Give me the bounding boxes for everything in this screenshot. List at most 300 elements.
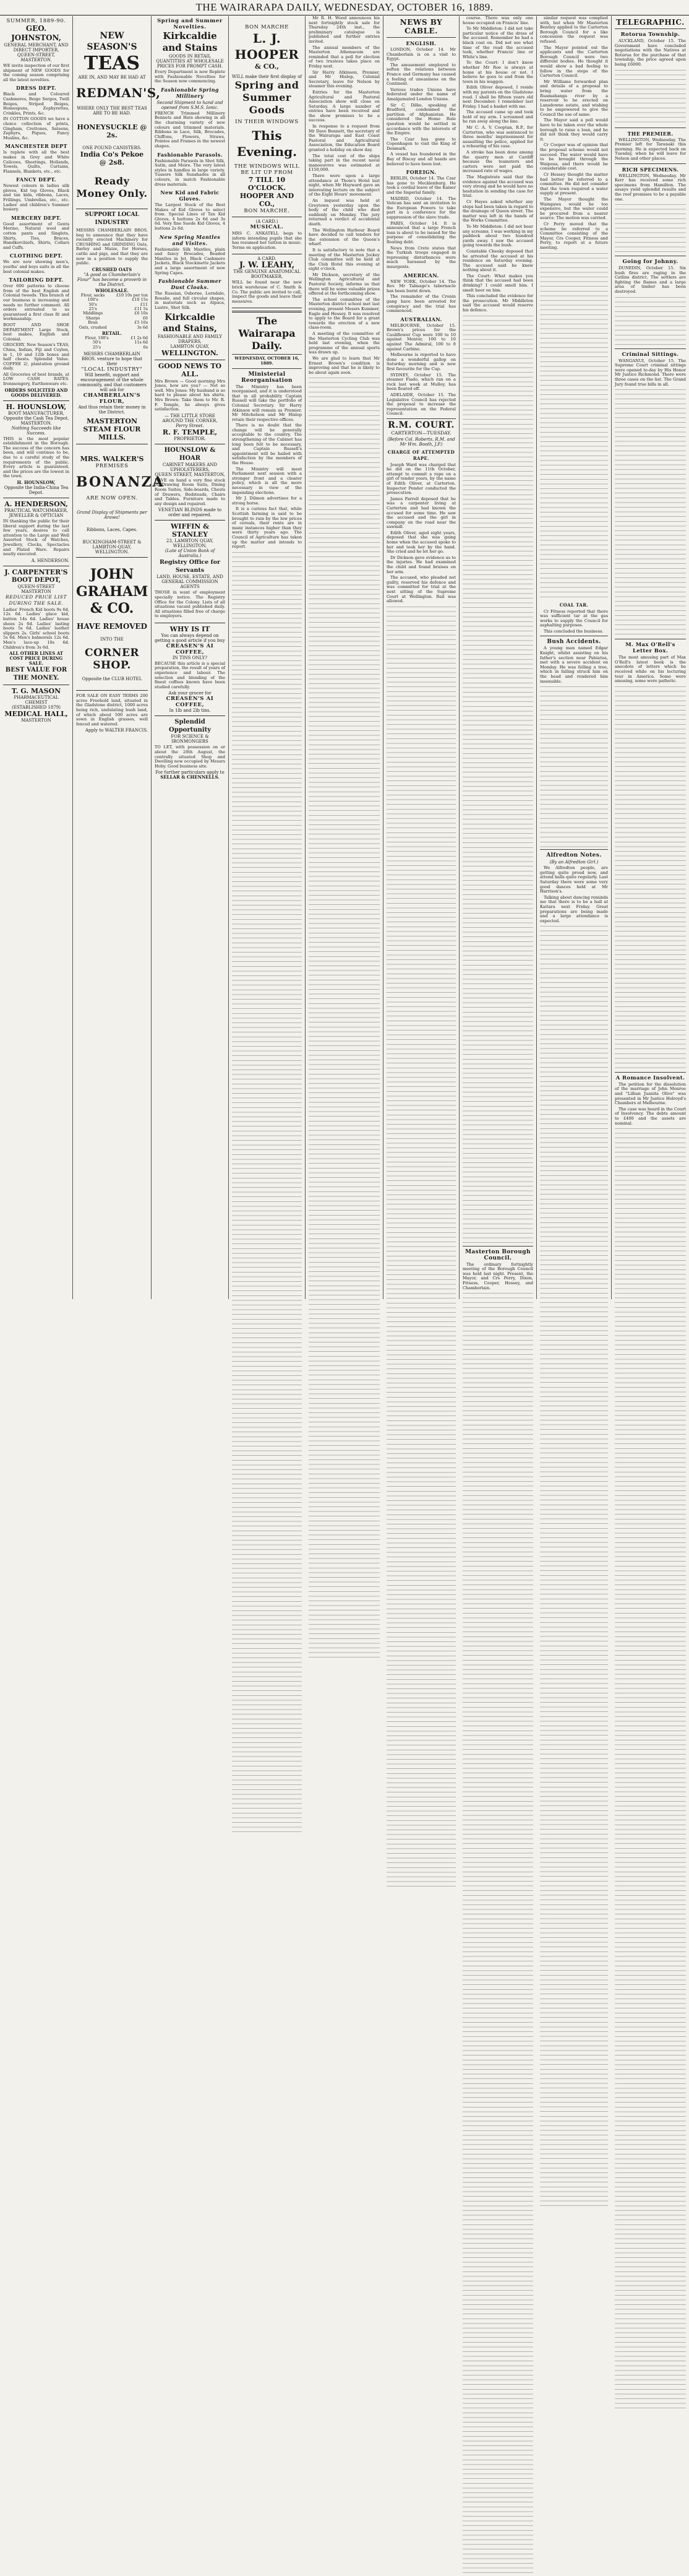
local-note: The total cost of the ships taking part in the recent naval manoeuvres was estimated at £150,000.	[309, 153, 380, 173]
cable-english	[387, 48, 456, 166]
alfredton-text: Talking about dancing reminds me that there is to be a ball at Kaitara next Friday. Great preparations are being made and a large attendance is expected.	[540, 894, 608, 923]
local-note: There were upon a large attendance at Thom's Hotel last night, when Mr Hayward gave an interesting lecture on the subject of the Eight Hours' movement.	[309, 173, 380, 197]
gloves-head: New Kid and Fabric Gloves.	[160, 189, 220, 202]
council-paragraph: The Mayor pointed out the applicants and the Carterton Borough Council were two different bodies. He thought it would show a bad feeling to follow in the steps of the Carterton Council.	[540, 45, 608, 79]
for-sale-apply: Apply to WALTER FRANCIS.	[85, 728, 148, 733]
will-make-label: WILL make their first display of	[232, 74, 302, 79]
good-news-text: Mrs Brown — Good morning Mrs Jones, how are you? — Not so well. Mrs Jones: My husband is so hard to please about his shirts. Mrs Brown: Take them to Mr. R. F. Temple, he always gives satisfaction.	[155, 378, 225, 412]
land-house: LAND, HOUSE, ESTATE, AND	[156, 574, 223, 580]
romance-section	[615, 1083, 686, 1126]
wiffin-ad	[155, 521, 225, 623]
leader-paragraph: It is a curious fact that, while Scottish farming is said to be brought to ruin by the low prices of cereals, their rents are in many instances higher than they were thirty years ago. The Council of Agriculture has taken up the matter and intends to report.	[232, 506, 302, 550]
in-windows-label: IN THEIR WINDOWS	[235, 119, 299, 125]
fancy-dept-head: FANCY DEPT.	[16, 176, 56, 183]
council-report	[463, 1263, 533, 1291]
hounslow-sign-sub: Opposite the India-China Tea Depot.	[4, 485, 69, 495]
mason-est: (ESTABLISHED 1879)	[12, 705, 61, 711]
premises-label: PREMISES	[95, 463, 129, 470]
column-3	[152, 16, 229, 1299]
price-value: 3s 6d	[137, 324, 148, 330]
are-now-open-label: ARE NOW OPEN.	[86, 495, 138, 502]
spring-novelties: Spring and Summer Novelties.	[157, 18, 223, 30]
local-note: Mr Dickson, secretary of the Wellington Agricultural and Pastoral Society, informs us that there will be some valuable prizes offered at the forthcoming show.	[309, 272, 380, 296]
concluded-text: This concluded the business.	[544, 628, 604, 634]
column-1	[0, 16, 73, 1299]
retail-label: RETAIL.	[101, 331, 122, 336]
rotorua-head: Rotorua Township.	[620, 32, 680, 38]
leahy-card: A CARD.	[257, 256, 276, 262]
price-row	[76, 345, 148, 350]
cable-item: PARIS, October 14. It is announced that a large French loan is about to be issued for the purpose of consolidating the floating debt.	[387, 220, 456, 244]
column-6	[383, 16, 460, 1299]
mason-name: T. G. MASON	[11, 687, 61, 696]
grocery-text-2: All Groceries of best brands, at LOW CASH RATES. Ironmongery, Earthenware etc.	[3, 371, 69, 387]
telegram-text: WELLINGTON, Wednesday. Mr Kerr has received some rich specimens from Hamilton. The assays yield splendid results and the reef promises to be a payable one.	[615, 173, 686, 202]
foreign-head: FOREIGN.	[406, 169, 437, 176]
local-note: An inquest was held at Greytown yesterday upon the body of the child who died suddenly on Monday. The jury returned a verdict of accidental death.	[309, 197, 380, 227]
court-paragraph: Dr Dickson gave evidence as to the injuries. He had examined the child and found bruises on her arm.	[387, 555, 456, 574]
rm-court-head: R.M. COURT.	[388, 420, 455, 430]
hooper-name: L. J. HOOPER	[234, 31, 299, 62]
leader-head: Ministerial Reorganisation	[241, 371, 293, 384]
creasens-coffee: CREASEN'S AI COFFEE,	[166, 642, 214, 655]
price-value: £5 10s	[134, 320, 148, 326]
rm-court-charge: CHARGE OF ATTEMPTED RAPE.	[387, 449, 455, 461]
column-9	[612, 16, 689, 1299]
temple-street: Perry Street.	[176, 423, 204, 428]
text-filler	[615, 389, 686, 637]
bon-marche-label: BON MARCHE	[245, 24, 289, 30]
australian-head: AUSTRALIAN.	[400, 316, 442, 322]
coal-tar-text: Cr Fitness reported that there was sufficient tar at the gas works to supply the Council for asphalting purposes.	[540, 608, 608, 628]
little-store: — THE LITTLE STORE AROUND THE CORNER,	[162, 413, 218, 423]
best-value: BEST VALUE FOR THE MONEY.	[5, 667, 67, 682]
rich-specimens-head: RICH SPECIMENS.	[622, 166, 679, 173]
redmans-label: REDMAN'S,	[76, 85, 161, 100]
text-filler	[540, 686, 608, 847]
wiffin-name: WIFFIN & STANLEY	[170, 522, 210, 539]
mason-sub: PHARMACEUTICAL CHEMIST	[14, 695, 59, 706]
cable-item: The amusement employed to soften the relations between France and Germany has caused a feeling of uneasiness on the Continent.	[387, 62, 456, 87]
hounslow-hoar-street: QUEEN STREET, MASTERTON,	[155, 472, 225, 477]
in-tins-only: IN TINS ONLY?	[172, 655, 208, 660]
court-paragraph: Edith Oliver, aged eight years, deposed that she was going home when the accused spoke to her and took her by the hand. She cried and he let her go.	[387, 530, 456, 555]
orders-line: ORDERS SOLICITED AND GOODS DELIVERED.	[4, 387, 68, 398]
telegram-text: DUNEDIN, October 15. Six bush fires are raging in the Catlins district. The settlers are fighting the flames and a large area of timber has been destroyed.	[615, 266, 686, 295]
card-head: (A CARD.)	[255, 219, 278, 224]
carpenter-sub: BOOT DEPOT,	[11, 576, 61, 584]
creasens-coffee-2: CREASEN'S AI COFFEE,	[166, 696, 214, 709]
flour-proverb: "A good as Chamberlain's Flour" has become a proverb in the District.	[77, 272, 147, 287]
price-value: £10 10s per ton	[116, 292, 148, 298]
american-head: AMERICAN.	[403, 272, 439, 279]
column-2	[73, 16, 165, 1299]
court-paragraph: This concluded the evidence for the prosecution. Mr Middleton said the accused would reserve his defence.	[463, 293, 533, 313]
splendid-apply: For further particulars apply to	[155, 770, 225, 776]
parasols-text: Fashionable Parasols in Shot Silk, Satin, and Moire. The very latest styles in handles in large variety. Tussore Silk Sunshades in all colours, in match Fashionable dress materials.	[155, 158, 225, 187]
carpenter-note: ALL OTHER LINES AT COST PRICE DURING SALE.	[9, 650, 63, 667]
merchant-sub: GENERAL MERCHANT, AND DIRECT IMPORTER,	[4, 43, 69, 53]
council-continued	[540, 16, 608, 251]
manchester-text: Is replete with all the best makes in Grey and White Calicoes, Sheetings, Hollands, Towels, Quilts, Curtains, Flannels, Blankets, etc., etc.	[3, 150, 69, 174]
boot-dept-text: BOOT AND SHOE DEPARTMENT Large Stock, best makes, English and Colonial.	[3, 322, 69, 342]
local-industry-label: "LOCAL INDUSTRY"	[81, 366, 143, 373]
and-then-line: And thus retain their money in the District.	[78, 405, 146, 415]
cable-item: Melbourne is reported to have done a wonderful gallop on Saturday morning and is now first favourite for the Cup.	[387, 352, 456, 372]
corner-shop-label: CORNER SHOP.	[84, 647, 140, 672]
text-filler	[615, 686, 686, 1070]
cable-item: Sir C. Dilke, speaking at Bradford, condemned the partition of Afghanistan. He considered the Home Rule question would be settled in accordance with the interests of the Empire.	[387, 102, 456, 136]
local-note: The Wellington Harbour Board have decided to call tenders for the extension of the Queen's wharf.	[309, 227, 380, 247]
retail-price-table	[76, 336, 148, 350]
because-text: BECAUSE this article is a special preparation, the result of years of experience and labour. The selection and blending of the finest coffees known have been studied carefully.	[155, 660, 225, 689]
telegram-text: WANGANUI, October 15. The Supreme Court criminal sittings were opened to-day by His Honor Mr Justice Richmond. There were three cases on the list. The Grand Jury found true bills in all.	[615, 358, 686, 387]
one-pound-label: ONE POUND CANISTERS.	[82, 145, 142, 150]
text-filler	[540, 926, 608, 2209]
court-paragraph: Cr Hayes asked whether any steps had been taken in regard to the drainage of Queen street. The matter was left in the hands of the Works Committee.	[463, 199, 533, 223]
price-value: £11	[140, 301, 148, 307]
leahy-ad	[232, 254, 302, 308]
wholesale-label: WHOLESALE.	[95, 287, 129, 293]
local-note: In response to a request from Mr Dave Bennett, the secretary of the Wairarapa and East Coast Pastoral and Agricultural Association, the Education Board granted a holiday on show day.	[309, 124, 380, 153]
honeysuckle-label: HONEYSUCKLE @ 2s.	[77, 123, 147, 139]
premier-section	[615, 138, 686, 162]
premier-head: THE PREMIER.	[627, 130, 674, 137]
hounslow-ad	[3, 401, 69, 498]
council-paragraph: Cr Perry moved that the scheme be referred to a Committee consisting of the Mayor, Crs Cooper, Fitness and Perry, to report at a future meeting.	[540, 221, 608, 250]
parasols-head: Fashionable Parasols.	[157, 151, 223, 158]
rm-court-report	[387, 463, 456, 604]
john-graham-label: JOHN GRAHAM	[76, 566, 148, 600]
price-value: £6	[142, 315, 148, 321]
local-note: It is satisfactory to note that a meeting of the Masterton Jockey Club committee will be held at the Club Hotel this evening at eight o'clock.	[309, 247, 380, 272]
hounslow-hoar-sub: CABINET MAKERS AND UPHOLSTERERS,	[162, 462, 218, 472]
court-paragraph: Joseph Ward was charged that he did on the 11th October, attempt to commit a rape on a girl of tender years, by the name of Edith Oliver, at Carterton. Inspector Pender conducted the prosecution.	[387, 462, 456, 496]
john-graham-co-label: & CO.	[90, 600, 134, 617]
cable-item: MELBOURNE, October 15. Brown's prices for the Cauliflower Cup were 100 to 10 against Mentor, 100 to 10 against The Admiral, 100 to 8 against Carbine.	[387, 322, 456, 352]
masthead: THE WAIRARAPA DAILY, WEDNESDAY, OCTOBER 16, 1889.	[0, 0, 689, 15]
council-paragraph: similar request was complied with, but when Mr Masterton Bentley applied to the Carterton Borough Council for a like concession the request was refused.	[540, 15, 608, 44]
leahy-sub: THE GENUINE ANATOMICAL BOOTMAKER,	[233, 269, 301, 280]
wiffin-text: THOSE in want of employment specially notice. The Registry Office for the Colony. Lists of all situations vacant published daily. All situations filled free of charge to employers.	[155, 590, 225, 619]
this-evening-label: This Evening.	[236, 128, 297, 159]
price-item: 100's	[87, 297, 98, 303]
splendid-head: Splendid Opportunity	[168, 719, 212, 734]
mrs-walkers-label: MRS. WALKER'S	[80, 455, 144, 464]
coal-tar-section	[540, 610, 608, 634]
cable-item: LONDON, October 14. Mr Chamberlain is on a visit to Egypt.	[387, 47, 456, 62]
hounslow-hoar-text: HAVE on hand a very fine stock of Drawing Room Suits, Dining Room Suites, Side-boards, Chests of Drawers, Bedsteads, Chairs and Tables. Furniture made to any design and repaired.	[155, 477, 225, 506]
kirkcaldie-sign: Kirkcaldie and Stains,	[163, 312, 217, 334]
cable-foreign	[387, 176, 456, 269]
carpenter-sale: REDUCED PRICE LIST DURING THE SALE.	[5, 594, 67, 606]
council-paragraph: The Mayor said a poll would have to be taken over the whole borough to raise a loan, and he did not think they would carry it.	[540, 118, 608, 142]
price-row	[76, 340, 148, 345]
why-text: You can always depend on getting a good article if you buy	[155, 633, 225, 643]
splendid-sub: FOR SCIENCE & IRONMONGERS	[171, 734, 209, 745]
india-ceylon-label: India Co's Pekoe @ 2s8.	[80, 150, 144, 166]
manchester-dept-head: MANCHESTER DEPT	[5, 143, 67, 150]
local-note: Mr R. H. Wood announces his next fortnightly stock sale for Thursday 24th inst., the preliminary catalogue is published and further entries invited.	[309, 15, 380, 44]
court-paragraph: The Magistrate said that the evidence against the accused was very strong and he would have no hesitation in sending the case for trial.	[463, 175, 533, 199]
council-paragraph: Cr Hessey thought the matter had better be referred to a committee. He did not consider that the town required a water supply at present.	[540, 172, 608, 196]
merchant-name: GEO. JOHNSTON,	[11, 24, 61, 42]
alfredton-head: Alfredton Notes.	[546, 852, 602, 859]
millinery-sub: Second Shipment to hand and opened from S.M.S. Ionic.	[156, 100, 223, 110]
john-graham-ad	[76, 558, 148, 691]
price-value: £11 5s	[134, 306, 148, 311]
dress-dept-text: Black and Coloured Cashmeres, Beige Serges, Twill Beiges, Striped Beiges, Homespuns, Zephyrettes, Crinkles, Prints, &c.	[3, 92, 69, 116]
telegram-text: WELLINGTON, Wednesday. The Premier left for Taranaki this morning. He is expected back on Tuesday, when he will leave for Nelson and other places.	[615, 137, 686, 161]
splendid-text: TO LET, with possession on or about the 20th August, the centrally situated Shop and Dwelling now occupied by Messrs Hoby. Good business site.	[155, 745, 225, 769]
support-text: MESSRS CHAMBERLAIN BROS. beg to announce that they have recently erected Machinery for CRUSHING and GRINDING Oats, Barley and Maize, for Horses, cattle and pigs, and that they are now in a position to supply the public.	[76, 228, 148, 266]
court-continued	[463, 16, 533, 313]
cable-item: The remainder of the Cronin gang have been arrested for conspiracy and the trial has commenced.	[387, 294, 456, 314]
mason-ad	[3, 685, 69, 725]
english-head: ENGLISH.	[406, 40, 437, 46]
cable-item: ADELAIDE, October 15. The Legislative Council has rejected the proposal to increase the representation on the Federal Council.	[387, 392, 456, 417]
are-in-label: ARE IN, AND MAY BE HAD AT	[78, 75, 146, 80]
why-is-it: WHY IS IT	[169, 625, 210, 633]
steam-flour-mills-label: STEAM FLOUR MILLS.	[83, 425, 141, 442]
local-note: A meeting of the committee of the Masterton Cycling Club was held last evening, when the programme of the annual sports was drawn up.	[309, 331, 380, 355]
price-value: 11s 6d	[134, 340, 148, 345]
good-news-head: GOOD NEWS TO ALL.	[158, 361, 222, 378]
ask-grocer: Ask your grocer for	[168, 691, 212, 696]
alfredton-text: We Alfredton people, are getting quite proud now, and attend balls quite regularly. Last Saturday there were some very good dances held at Mr Harrison's.	[540, 865, 608, 894]
price-item: Middlings	[82, 311, 103, 316]
hounslow-sub: BOOT MANUFACTURER, Opposite the Cash Tea Depot, MASTERTON.	[3, 410, 69, 426]
have-removed-label: HAVE REMOVED	[77, 622, 147, 631]
mantles-head: New Spring Mantles and Visites.	[159, 233, 221, 246]
into-the-label: INTO THE	[100, 637, 124, 642]
rm-court-before: (Before Col. Roberts, R.M. and Mr Wm. Booth, J.P.)	[387, 436, 455, 447]
cable-american	[387, 280, 456, 314]
local-notes	[309, 16, 380, 375]
criminal-sittings-head: Criminal Sittings.	[622, 351, 679, 358]
carpenter-ad	[3, 566, 69, 685]
court-paragraph: To Mr Middleton: I did not hear any screams. I was working in my paddock about two hundred yards away. I saw the accused going towards the bush.	[463, 223, 533, 248]
leader-paragraph: There is no doubt that the change will be generally acceptable to the country. The strengthening of the Cabinet has long been felt to be necessary, and Captain Russell's appointment will be hailed with satisfaction by the members of the House.	[232, 423, 302, 466]
clothing-text: We are now showing men's, youths' and boys suits in all the best colonial makes.	[3, 259, 69, 274]
chamberlains-flour-label: CHAMBERLAIN'S FLOUR,	[83, 392, 141, 405]
cotton-text: IN COTTON GOODS we have a choice collection of prints, Gingham, Crettones, Sateens, Zephyrs, Piques, Fancy Muslins, &c.	[3, 116, 69, 140]
column-4	[229, 16, 306, 1299]
tailoring-text: Over 600 patterns to choose from of the best English and Colonial tweeds. This branch of our business is increasing and needs no further comment. All orders entrusted to us guaranteed a first class fit and workmanship.	[3, 283, 69, 322]
hounslow-name: H. HOUNSLOW,	[6, 402, 67, 411]
bonanza-label: BONANZA	[76, 474, 165, 491]
text-filler	[232, 552, 302, 1835]
dress-dept-head: DRESS DEPT.	[15, 85, 56, 92]
henderson-sign: A. HENDERSON.	[31, 558, 69, 563]
text-filler	[463, 1293, 533, 2576]
court-paragraph: James Farrell deposed that he was a carpenter living at Carterton and had known the accused for some time. He saw the accused and the girl in company on the road near the sawmill.	[387, 496, 456, 530]
local-note: Sir Harry Atkinson, Premier, and Mr Hislop, Colonial Secretary, leave for Nelson by steamer this evening.	[309, 69, 380, 89]
cable-item: MADRID, October 14. The Vatican has sent an invitation to the European Powers to take part in a conference for the suppression of the slave trade.	[387, 196, 456, 220]
price-item: Sharps	[85, 315, 100, 321]
council-paragraph: The ordinary fortnightly meeting of the Borough Council was held last night. Present, the Mayor, and Crs Perry, Dixon, Fitness, Cooper, Hessey, and Chamberlain.	[463, 1261, 533, 1290]
hounslow-sign: H. HOUNSLOW,	[17, 480, 56, 485]
goods-label: Goods	[249, 104, 285, 116]
hounslow-hoar-name: HOUNSLOW & HOAR	[164, 446, 216, 462]
column-7	[460, 16, 537, 1299]
teas-label: TEAS	[83, 53, 140, 74]
bush-accidents-section	[540, 646, 608, 684]
price-value: £10 15s	[132, 297, 148, 303]
lit-up-label: THE WINDOWS WILL BE LIT UP FROM	[234, 163, 300, 176]
going-for-johnny-head: Going for Johnny.	[622, 259, 678, 266]
court-paragraph: Mr C. A. V. Cooptan, R.P., for Carterton, who was sentenced to three months' imprisonment for assaulting the police, applied for a rehearing of his case.	[463, 125, 533, 149]
court-paragraph: The accused came up and took hold of my arm. I screamed and he ran away along the line.	[463, 110, 533, 124]
price-value: £6 10s	[134, 311, 148, 316]
mason-town: MASTERTON	[21, 718, 51, 724]
cable-item: SYDNEY, October 15. The steamer Fiado, which ran on a rock last week at Mulloy, has been floated off.	[387, 372, 456, 392]
text-filler	[309, 378, 380, 1661]
local-note: We are glad to learn that Mr Ernest Brown's condition is improving and that he is likely to be about again soon.	[309, 355, 380, 375]
carpenter-street: QUEEN-STREET MASTERTON	[17, 584, 55, 594]
council-paragraph: The Mayor thought the Waingawa would be too expensive, but the water could be procured from a nearer source. The motion was carried.	[540, 196, 608, 221]
mercery-dept-head: MERCERY DEPT.	[11, 214, 61, 221]
millinery-text: FRENCH Trimmed Millinery Bonnets and Hats showing in all the charming variety of new colours and trimmed materials. Ribbons in Lace, Silk, Brocades, Chiffons, Flowers, Straws, Pointes and Frames in the newest shapes.	[155, 110, 225, 149]
seven-till-ten-label: 7 TILL 10 O'CLOCK.	[247, 176, 286, 192]
cable-item: A vessel has foundered in the Bay of Biscay and all hands are believed to have been lost.	[387, 152, 456, 166]
coal-tar-head: COAL TAR.	[559, 602, 589, 608]
new-season-label: NEW SEASON'S	[87, 31, 137, 52]
price-item: Flour, sacks	[80, 292, 105, 298]
hounslow-motto: Nothing Succeeds like Success.	[11, 425, 61, 436]
millinery-head: Fashionable Spring Millinery	[161, 86, 219, 99]
for-sale-ad	[76, 691, 148, 735]
leahy-name: J. W. LEAHY,	[239, 261, 295, 270]
bush-accidents-head: Bush Accidents.	[547, 639, 601, 646]
commission-agents: GENERAL COMMISSION AGENTS	[161, 579, 218, 590]
dilmon-note: Mr J. Dilmon advertises for a strong horse.	[232, 496, 302, 506]
merchant-street: QUEEN-STREET, MASTERTON.	[17, 53, 56, 63]
local-note: The school committee of the Masterton district school met last evening, present Messrs Kummer, Eagle and Hessey. It was resolved to apply to the Board for a grant towards the erection of a new class-room.	[309, 296, 380, 331]
lambton-quay: LAMBTON QUAY,	[170, 344, 210, 349]
dust-cloaks-head: Fashionable Summer Dust Cloaks.	[158, 278, 221, 291]
column-8	[537, 16, 612, 1299]
carpenter-name: J. CARPENTER'S	[4, 568, 68, 576]
hooper-co: & CO.,	[254, 63, 280, 71]
article-text: The case was heard in the Court of Insolvency. The debts amount to £400 and the assets are nominal.	[615, 1106, 686, 1126]
alfredton-sub: (By an Alfredton Girl.)	[549, 860, 599, 865]
council-paragraph: Cr Cooper was of opinion that the proposal scheme would not succeed. The water would have to be brought through the Waipoua, and there would be considerable cost.	[540, 142, 608, 171]
henderson-ad	[3, 498, 69, 566]
article-text: The petition for the dissolution of the marriage of John Monroe and "Lillian Juanita Olive" was presented in Mr Justice Holroyd's Chambers at Melbourne.	[615, 1081, 686, 1106]
messrs-line: MESSRS CHAMBERLAIN BROS. venture to hope that their	[82, 352, 142, 367]
medical-hall: MEDICAL HALL,	[4, 710, 68, 719]
temple-proprietor: PROPRIETOR.	[174, 436, 206, 441]
henderson-name: A. HENDERSON,	[4, 500, 68, 508]
price-item: Bran	[88, 320, 98, 326]
johnston-ad	[3, 16, 69, 401]
gloves-text: The Largest Stock of the Best Makes of Kid Gloves to select from. Special Lines of Tan Kid Gloves, 4 buttons 2s 6d and 3s 6d. Very fine Suede Kid Gloves, 4 buttons 2s 6d.	[155, 202, 225, 231]
rm-court-place: CARTERTON—TUESDAY.	[391, 430, 451, 436]
text-filler	[615, 204, 686, 254]
court-paragraph: To the Court: I don't know whether Mr Roe is always at home at his house or not. I believe he goes to and from the town in his waggon.	[463, 60, 533, 84]
news-by-cable-head: NEWS BY CABLE.	[400, 18, 443, 35]
column-5	[306, 16, 383, 1299]
cable-australian	[387, 324, 456, 417]
leader-date: WEDNESDAY, OCTOBER 16, 1889.	[234, 356, 299, 366]
masterton-label: MASTERTON	[87, 417, 137, 426]
hooper-ad	[232, 16, 302, 217]
text-filler	[540, 253, 608, 600]
sellar-chennells: SELLAR & CHENNELLS.	[160, 774, 220, 780]
henderson-sub: PRACTICAL WATCHMAKER, JEWELLER & OPTICIAN	[4, 508, 68, 518]
cable-item: Various trades Unions have federated under the name of Amalgamated London Unions.	[387, 87, 456, 102]
fancy-text: Newest colours in ladies silk gloves, Kid top Gloves, Black and tan kids, ribbons, Laces, Frillings, Umbrellas, etc., etc. Ladies' and children's Summer hosiery.	[3, 183, 69, 212]
court-paragraph: Constable Cheeky deposed that he arrested the accused at his residence on Saturday evening. The accused said he knew nothing about it.	[463, 248, 533, 273]
court-paragraph: Edith Oliver deposed, I reside with my parents on the Gladstone road. I shall be fifteen years old next December. I remember last Friday. I had a basket with me.	[463, 85, 533, 109]
wholesale-price-table	[76, 293, 148, 330]
going-section	[615, 266, 686, 295]
hounslow-hoar-ad	[155, 444, 225, 521]
henderson-text: IN thanking the public for their liberal support during the last few years, desires to call attention to the Large and Well Assorted Stock of Watches, Jewellery, Clocks, Spectacles and Plated Ware. Repairs neatly executed.	[3, 519, 69, 557]
masterton-council-head: Masterton Borough Council.	[465, 1248, 531, 1261]
price-item: 25's	[92, 344, 101, 350]
price-row	[76, 326, 148, 330]
creasen-coffee-ad	[155, 623, 225, 717]
max-orell-head: M. Max O'Rell's Letter Box.	[625, 642, 675, 655]
kirkcaldie-sub: GOODS IN RETAIL QUANTITIES AT WHOLESALE PRICES FOR PROMPT CASH.	[156, 54, 224, 69]
bonanza-address: BUCKINGHAM-STREET & LAMBTON-QUAY, WELLINGTON.	[82, 540, 142, 555]
text-filler	[387, 607, 456, 1890]
mercery-text: Good assortment of Gents Merino, Natural wool and cotton pants and Singlets, Shirts, Ties, Braces, Handkerchiefs, Shirts, Collars and Cuffs.	[3, 221, 69, 250]
ribbons-label: Ribbons, Laces, Capes.	[86, 527, 138, 533]
leader-article	[232, 385, 302, 550]
clothing-dept-head: CLOTHING DEPT.	[9, 253, 63, 259]
opposite-club-label: Opposite the CLUB HOTEL	[82, 676, 142, 682]
crushed-oats-label: CRUSHED OATS	[92, 266, 132, 272]
ready-money-label: Ready Money Only.	[76, 175, 148, 199]
carpenter-list: Ladies' French Kid boots 9s 6d, 12s 6d. Ladies' glace kid, button 14s 6d. Ladies' house shoes 2s 6d. Ladies' lasting boots 5s 6d. Ladies' leather slippers 2s. Girls' school boots 5s 6d. Men's balmorals 12s 6d. Men's lace-up 10s 6d. Children's from 3s 6d.	[3, 607, 69, 650]
bush-accidents-text: A young man named Edgar Knight, whilst assisting on his father's section near Pahiatua, met with a severe accident on Monday. He was felling a tree, which in falling struck him on the head and rendered him insensible.	[540, 646, 608, 684]
court-paragraph: The Court: What makes you think that the accused had been drinking? I could smell him. I smelt beer on him.	[463, 273, 533, 293]
grand-display-label: Grand Display of Shipments per Arawa!	[77, 510, 147, 521]
musical-text: MRS C. ANKATELL begs to inform intending pupils that she has resumed her tuition in music. Terms on application.	[232, 231, 302, 250]
redman-tea-ad	[76, 16, 161, 209]
will-benefit-line: Will benefit, support and encouragement of the whole community, and that customers will ask for	[77, 373, 147, 393]
rich-specimens-section	[615, 174, 686, 202]
spring-summer-label: Spring and Summer	[234, 79, 299, 103]
tins-size: In 1lb and 2lb tins.	[169, 708, 211, 714]
paper-title: The Wairarapa Daily.	[238, 315, 296, 352]
criminal-section	[615, 359, 686, 387]
hooper-co-sign: HOOPER AND CO.,	[239, 192, 294, 208]
court-paragraph: course. There was only one house occupied on Francis' line.	[463, 15, 533, 25]
price-value: £1 2s 6d	[131, 335, 148, 340]
max-orell-section	[615, 655, 686, 684]
kirkcaldie-sub2: Every Department is now Replete with Fashionable Novelties for the Season now commencing.	[155, 69, 225, 84]
merchant-intro: WE invite inspection of our first shipment of NEW GOODS for the coming season comprising all the latest novelties.	[3, 63, 69, 82]
court-paragraph: The accused, who pleaded not guilty, reserved his defence and was committed for trial at the next sitting of the Supreme Court at Wellington. Bail was allowed.	[387, 575, 456, 604]
chamberlain-ad	[76, 209, 148, 444]
alfredton-section	[540, 866, 608, 923]
court-paragraph: To Mr Middleton: I did not take particular notice of the dress of the accused. Remember he had a black coat on. Did not see what time of the road the accused took, whether Francis' line or White's line.	[463, 26, 533, 59]
wiffin-sub: (Late of Union Bank of Australia.)	[165, 548, 215, 559]
price-item: 50's	[88, 301, 97, 307]
temple-name: R. F. TEMPLE,	[162, 428, 218, 436]
price-item: 25's	[88, 306, 97, 311]
kirkcaldie-ad	[155, 16, 225, 360]
wellington-label: WELLINGTON.	[161, 348, 218, 357]
fashionable-drapers: FASHIONABLE AND FAMILY DRAPERS,	[157, 334, 223, 344]
cable-item: The Czar has gone to Copenhagen to visit the King of Denmark.	[387, 136, 456, 151]
registry-office: Registry Office for Servants	[159, 559, 220, 574]
where-only-label: WHERE ONLY THE BEST TEAS ARE TO BE HAD.	[77, 106, 147, 116]
